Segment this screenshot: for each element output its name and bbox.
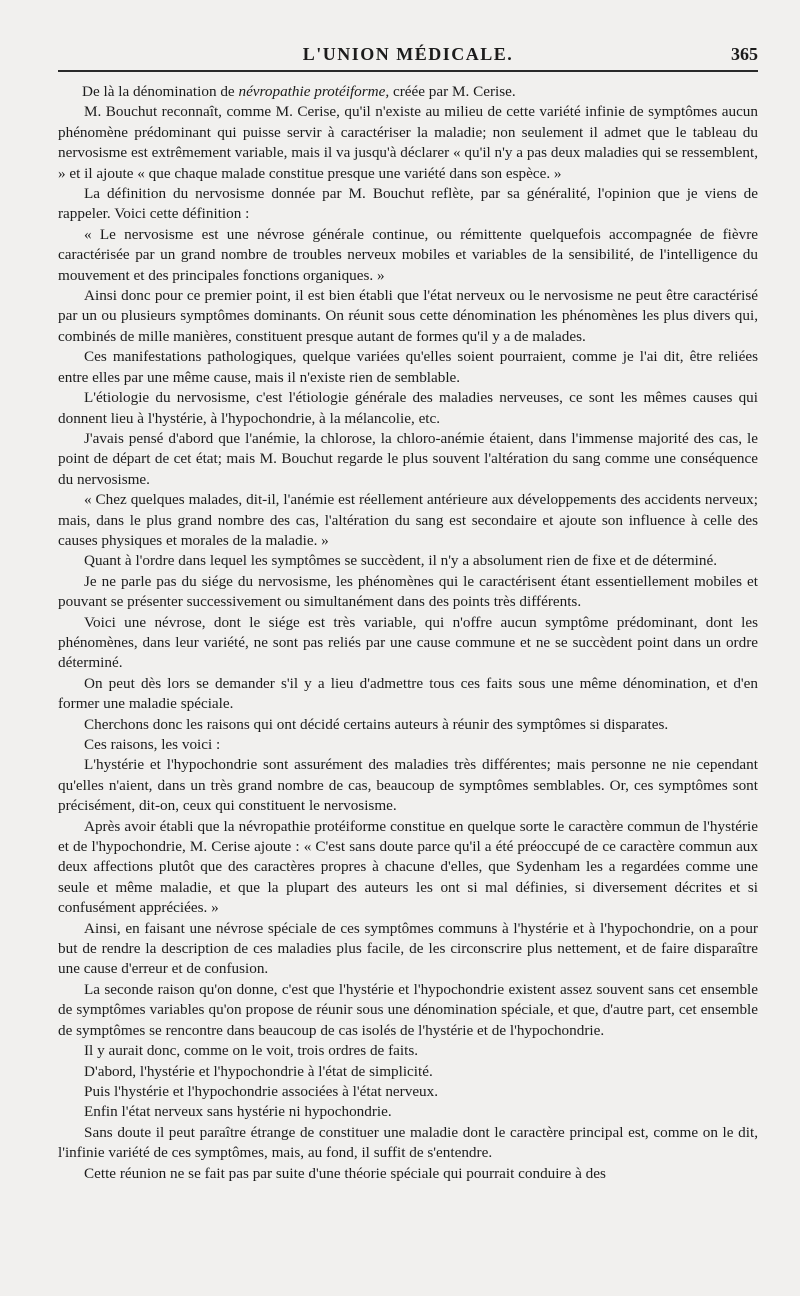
running-header xyxy=(58,40,758,72)
paragraph: Je ne parle pas du siége du nervosisme, les phénomènes qui le caractérisent étant essentiellement mobiles et pouvant se présenter successivement ou simultanément dans des points très différents. xyxy=(58,572,758,611)
paragraph: Sans doute il peut paraître étrange de constituer une maladie dont le caractère principal est, comme on le dit, l'infinie variété de ces symptômes, mais, au fond, il suffit de s'entendre. xyxy=(58,1123,758,1162)
paragraph: M. Bouchut reconnaît, comme M. Cerise, qu'il n'existe au milieu de cette variété infinie de symptômes aucun phénomène prédominant qui puisse servir à caractériser la maladie; non seulement il admet que le tableau du nervosisme est extrêmement variable, mais il va jusqu'à déclarer « qu'il n'y a pas deux maladies qui se ressemblent, » et il ajoute « que chaque malade constitue presque une variété dans son espèce. » xyxy=(58,103,758,182)
paragraph: Ces raisons, les voici : xyxy=(84,736,221,753)
paragraph: Ainsi, en faisant une névrose spéciale de ces symptômes communs à l'hystérie et à l'hypochondrie, on a pour but de rendre la description de ces maladies plus facile, de les circonscrire plus nettement, et de faire disparaître une cause d'erreur et de confusion. xyxy=(58,919,758,978)
paragraph: Cherchons donc les raisons qui ont décidé certains auteurs à réunir des symptômes si disparates. xyxy=(84,715,669,733)
paragraph: La seconde raison qu'on donne, c'est que l'hystérie et l'hypochondrie existent assez souvent sans cet ensemble de symptômes variables qu'on propose de réunir sous une dénomination spéciale, et que, d'autre part, cet ensemble de symptômes se rencontre dans beaucoup de cas isolés de l'hystérie et de l'hypochondrie. xyxy=(58,980,758,1039)
paragraph: Enfin l'état nerveux sans hystérie ni hypochondrie. xyxy=(84,1103,392,1121)
paragraph: La définition du nervosisme donnée par M. Bouchut reflète, par sa généralité, l'opinion que je viens de rappeler. Voici cette définition : xyxy=(58,185,758,223)
paragraph: Quant à l'ordre dans lequel les symptômes se succèdent, il n'y a absolument rien de fixe et de déterminé. xyxy=(84,552,718,570)
paragraph: Voici une névrose, dont le siége est très variable, qui n'offre aucun symptôme prédominant, dont les phénomènes, dans leur variété, ne sont pas reliés par une cause commune et ne se succèdent point dans un ordre déterminé. xyxy=(58,613,758,672)
paragraph: On peut dès lors se demander s'il y a lieu d'admettre tous ces faits sous une même dénomination, et d'en former une maladie spéciale. xyxy=(58,674,758,713)
paragraph: L'étiologie du nervosisme, c'est l'étiologie générale des maladies nerveuses, ce sont les mêmes causes qui donnent lieu à l'hystérie, à l'hypochondrie, à la mélancolie, etc. xyxy=(58,389,758,427)
journal-title: L'UNION MÉDICALE. xyxy=(302,44,514,64)
paragraph: Ces manifestations pathologiques, quelque variées qu'elles soient pourraient, comme je l'ai dit, être reliées entre elles par une même cause, mais il n'existe rien de semblable. xyxy=(58,348,758,386)
paragraph: Après avoir établi que la névropathie protéiforme constitue en quelque sorte le caractère commun de l'hystérie et de l'hypochondrie, M. Cerise ajoute : « C'est sans doute parce qu'il a été préoccupé de ce caractère commun aux deux affections plutôt que des caractères propres à chacune d'elles, que Sydenham les a regardées comme une seule et même maladie, et que la plupart des auteurs les ont si mal définies, si diversement décrites et si confusément appréciées. » xyxy=(58,817,758,917)
page-number: 365 xyxy=(731,44,758,64)
paragraph: J'avais pensé d'abord que l'anémie, la chlorose, la chloro-anémie étaient, dans l'immense majorité des cas, le point de départ de cet état; mais M. Bouchut regarde le plus souvent l'altération du sang comme une conséquence du nervosisme. xyxy=(58,429,758,488)
paragraph: « Chez quelques malades, dit-il, l'anémie est réellement antérieure aux développements des accidents nerveux; mais, dans le plus grand nombre des cas, l'altération du sang est secondaire et ajoute son influence à celle des causes physiques et morales de la maladie. » xyxy=(58,491,758,549)
paragraph: Puis l'hystérie et l'hypochondrie associées à l'état nerveux. xyxy=(84,1082,439,1100)
emphasis-term: névropathie protéiforme, xyxy=(238,83,390,100)
paragraph: L'hystérie et l'hypochondrie sont assurément des maladies très différentes; mais personne ne nie cependant qu'elles n'aient, dans un très grand nombre de cas, beaucoup de symptômes semblables. Or, ces symptômes sont précisément, dit-on, ceux qui constituent le nervosisme. xyxy=(58,756,758,815)
paragraph: Ainsi donc pour ce premier point, il est bien établi que l'état nerveux ou le nervosisme ne peut être caractérisé par un ou plusieurs symptômes dominants. On réunit sous cette dénomination les phénomènes les plus divers qui, combinés de mille manières, constituent presque autant de formes qu'il y a de malades. xyxy=(58,287,758,345)
paragraph: Il y aurait donc, comme on le voit, trois ordres de faits. xyxy=(84,1042,419,1060)
article-body xyxy=(58,82,758,1184)
paragraph: Cette réunion ne se fait pas par suite d'une théorie spéciale qui pourrait conduire à des xyxy=(84,1164,606,1182)
paragraph: De là la dénomination de névropathie protéiforme, créée par M. Cerise. xyxy=(82,83,516,100)
paragraph: « Le nervosisme est une névrose générale continue, ou rémittente quelquefois accompagnée de fièvre caractérisée par un grand nombre de troubles nerveux mobiles et variables de la sensibilité, de l'intelligence du mouvement et des principales fonctions organiques. » xyxy=(58,225,758,284)
paragraph: D'abord, l'hystérie et l'hypochondrie à l'état de simplicité. xyxy=(84,1062,433,1080)
